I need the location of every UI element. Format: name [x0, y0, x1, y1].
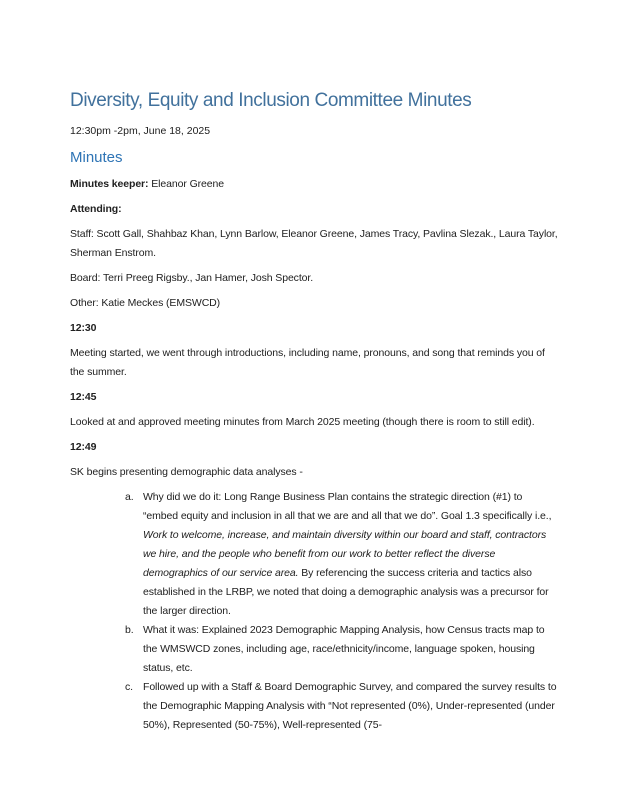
document-title: Diversity, Equity and Inclusion Committee Minutes [70, 90, 472, 111]
list-item [70, 621, 560, 678]
bold-text: 12:30 [70, 322, 97, 334]
paragraph [70, 463, 560, 482]
text: By referencing the success criteria and tactics also established in the LRBP, we noted that doing a demographic analysis was a precursor for the larger direction. [143, 567, 549, 617]
bold-text: 12:49 [70, 441, 97, 453]
meeting-datetime: 12:30pm -2pm, June 18, 2025 [70, 125, 211, 137]
paragraph [70, 438, 560, 457]
minutes-body [70, 175, 560, 482]
paragraph [70, 175, 560, 194]
list-item-marker: a. [125, 491, 134, 503]
text: Eleanor Greene [151, 178, 224, 190]
italic-text: Work to welcome, increase, and maintain diversity within our board and staff, contractors we hire, and the people who benefit from our work to better reflect the diverse demographics of our service area. [143, 529, 547, 579]
bold-text: 12:45 [70, 391, 97, 403]
list-item [70, 678, 560, 735]
list-item-marker: c. [125, 681, 133, 693]
paragraph [70, 294, 560, 313]
text: Board: Terri Preeg Rigsby., Jan Hamer, Josh Spector. [70, 272, 314, 284]
paragraph [70, 413, 560, 432]
demographic-analysis-list [70, 488, 560, 735]
text: Looked at and approved meeting minutes from March 2025 meeting (though there is room to still edit). [70, 416, 535, 428]
text: Why did we do it: Long Range Business Plan contains the strategic direction (#1) to “embed equity and inclusion in all that we are and all that we do”. Goal 1.3 specifically i.e., [143, 491, 552, 522]
bold-text: Attending: [70, 203, 122, 215]
paragraph [70, 388, 560, 407]
paragraph [70, 225, 560, 263]
text: SK begins presenting demographic data analyses - [70, 466, 303, 478]
text: Meeting started, we went through introductions, including name, pronouns, and song that reminds you of the summer. [70, 347, 545, 378]
paragraph [70, 200, 560, 219]
text: Staff: Scott Gall, Shahbaz Khan, Lynn Barlow, Eleanor Greene, James Tracy, Pavlina Slezak., Laura Taylor, Sherman Enstrom. [70, 228, 558, 259]
text: Followed up with a Staff & Board Demographic Survey, and compared the survey results to the Demographic Mapping Analysis with “Not represented (0%), Under-represented (under 50%), Represented (50-75%), Well-represented (75- [143, 681, 557, 731]
minutes-section-heading: Minutes [70, 149, 123, 166]
list-item [70, 488, 560, 621]
list-item-marker: b. [125, 624, 134, 636]
paragraph [70, 344, 560, 382]
paragraph [70, 269, 560, 288]
bold-text: Minutes keeper: [70, 178, 152, 190]
text: What it was: Explained 2023 Demographic Mapping Analysis, how Census tracts map to the WMSWCD zones, including age, race/ethnicity/income, language spoken, housing status, etc. [143, 624, 545, 674]
paragraph [70, 319, 560, 338]
text: Other: Katie Meckes (EMSWCD) [70, 297, 221, 309]
document-page [70, 88, 560, 735]
